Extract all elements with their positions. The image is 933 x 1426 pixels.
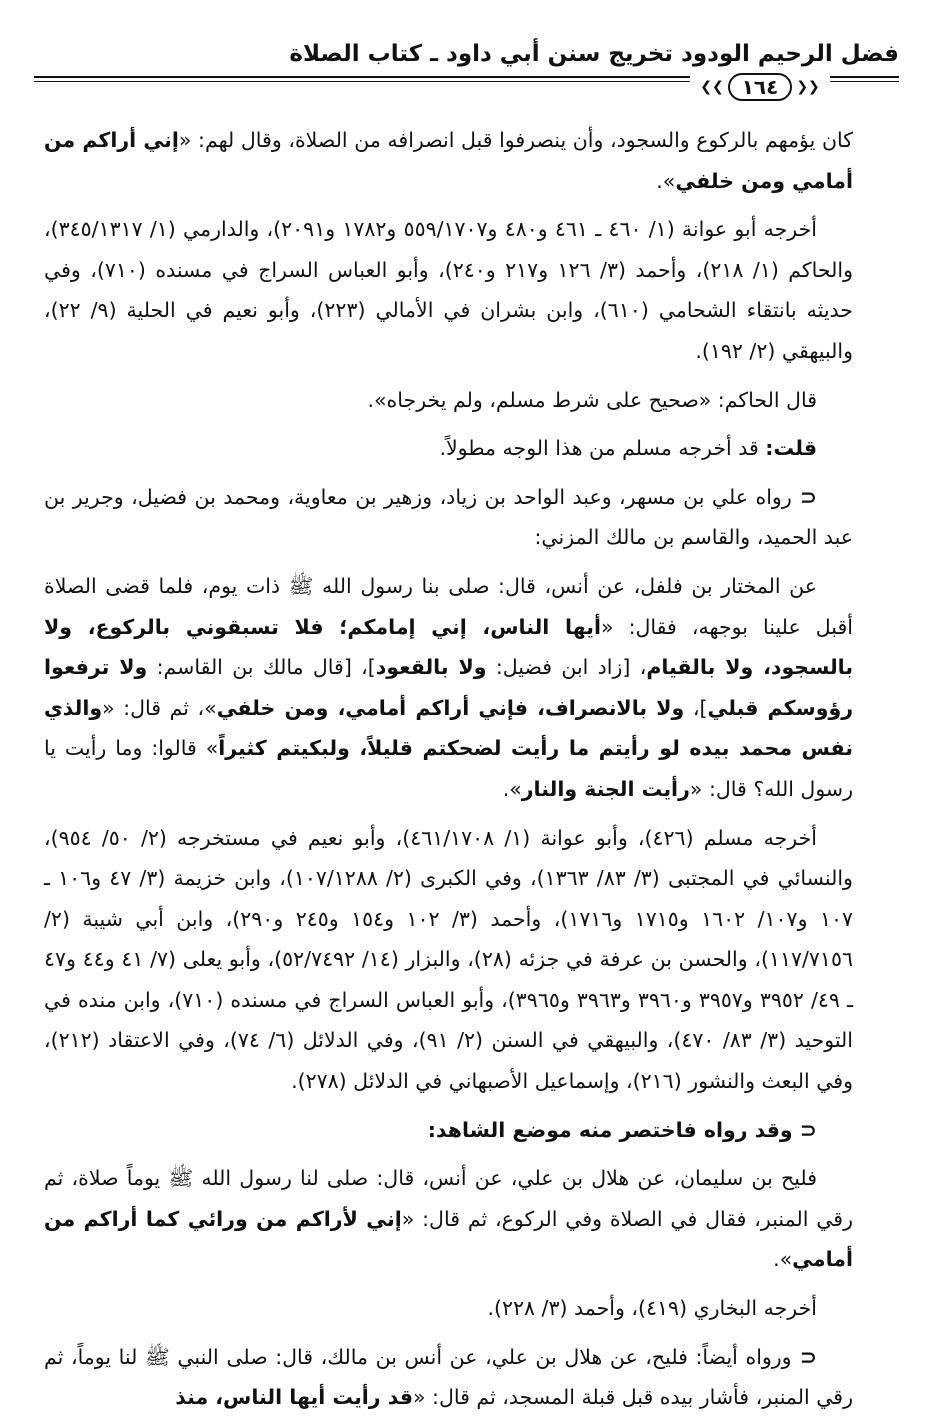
ornament-left-icon: ❮❮ (796, 79, 820, 95)
text-run: أخرجه البخاري (٤١٩)، وأحمد (٣/ ٢٢٨). (487, 1296, 817, 1321)
paragraph (44, 209, 853, 371)
text-run: ]، (684, 695, 708, 720)
paragraph (44, 1288, 853, 1329)
text-run: »، ثم قال: « (102, 695, 217, 720)
bold-text: وقد رواه فاختصر منه موضع الشاهد: (427, 1117, 793, 1142)
text-run: عن المختار بن فلفل، عن أنس، قال: صلى بنا رسول الله ﷺ ذات يوم، فلما قضى الصلاة أقبل علينا بوجهه، فقال: « (44, 573, 853, 639)
paragraph (44, 428, 853, 469)
text-run: ». (773, 1247, 793, 1272)
text-run: ». (502, 776, 522, 801)
paragraph (44, 120, 853, 201)
text-run: ، [زاد ابن فضيل: (486, 655, 647, 680)
bold-text: ولا ترفعوا رؤوسكم قبلي (44, 655, 853, 720)
text-run: قال الحاكم: «صحيح على شرط مسلم، ولم يخرجاه». (367, 387, 817, 412)
text-run: أخرجه مسلم (٤٢٦)، وأبو عوانة (١/ ٤٦١/١٧٠٨)، وأبو نعيم في مستخرجه (٢/ ٥٠/ ٩٥٤)، والنسائي في المجتبى (٣/ ٨٣/ ١٣٦٣)، وفي الكبرى (٢/ ١٠٧/١٢٨٨)، وابن خزيمة (٣/ ٤٧ و١٠٦ ـ ١٠٧ و١٠٧/ ١٦٠٢ و١٧١٥ و١٧١٦)، وأحمد (٣/ ١٠٢ و١٥٤ و٢٤٥ و٢٩٠)، وابن أبي شيبة (٢/ ١١٧/٧١٥٦)، والحسن بن عرفة في جزئه (٢٨)، والبزار (١٤/ ٥٢/٧٤٩٢)، وأبو يعلى (٧/ ٤١ و٤٤ و٤٧ ـ ٤٩/ ٣٩٥٢ و٣٩٥٧ و٣٩٦٠ و٣٩٦٣ و٣٩٦٥)، وأبو العباس السراج في مسنده (٧١٠)، وابن منده في التوحيد (٣/ ٨٣/ ٤٧٠)، والبيهقي في السنن (٢/ ٩١)، وفي الدلائل (٦/ ٧٤)، وفي الاعتقاد (٢١٢)، وفي البعث والنشور (٢١٦)، وإسماعيل الأصبهاني في الدلائل (٢٧٨). (44, 825, 853, 1094)
bold-text: قلت: (765, 436, 817, 461)
bold-text: ولا بالانصراف، فإني أراكم أمامي، ومن خلفي (216, 695, 685, 720)
bold-text: قد رأيت أيها الناس، منذ (175, 1385, 413, 1410)
paragraph (44, 566, 853, 810)
bold-text: إني أراكم من أمامي ومن خلفي (44, 128, 853, 193)
bold-text: إني لأراكم من ورائي كما أراكم من أمامي (44, 1206, 853, 1272)
paragraph (44, 1158, 853, 1280)
running-header (34, 36, 899, 72)
bold-text: رأيت الجنة والنار (521, 776, 690, 801)
bold-text: ⊂ (791, 484, 817, 509)
ornament-right-icon: ❯❯ (700, 79, 724, 95)
bold-text: ولا بالقعود (375, 655, 487, 680)
paragraph (44, 1110, 853, 1151)
header-title: فضل الرحيم الودود تخريج سنن أبي داود ـ كتاب الصلاة (289, 41, 899, 67)
page-number: ١٦٤ (728, 73, 793, 101)
text-run: كان يؤمهم بالركوع والسجود، وأن ينصرفوا قبل انصرافه من الصلاة، وقال لهم: « (178, 128, 854, 152)
text-run: فليح بن سليمان، عن هلال بن علي، عن أنس، قال: صلى لنا رسول الله ﷺ يوماً صلاة، ثم رقي المنبر، فقال في الصلاة وفي الركوع، ثم قال: « (44, 1166, 854, 1231)
paragraph (44, 380, 853, 421)
bold-text: ⊂ (792, 1117, 817, 1142)
text-run: ورواه أيضاً: فليح، عن هلال بن علي، عن أنس بن مالك، قال: صلى النبي ﷺ لنا يوماً، ثم رقي المنبر، فأشار بيده قبل قبلة المسجد، ثم قال: « (44, 1344, 853, 1410)
text-run: ]، [قال مالك بن القاسم: (147, 655, 376, 680)
paragraph (44, 818, 853, 1102)
text-run: » قالوا: وما رأيت يا رسول الله؟ قال: « (44, 736, 853, 801)
text-run: رواه علي بن مسهر، وعبد الواحد بن زياد، وزهير بن معاوية، ومحمد بن فضيل، وجرير بن عبد الحميد، والقاسم بن مالك المزني: (44, 484, 853, 550)
bold-text: ⊂ (791, 1344, 817, 1369)
bold-text: أيها الناس، إني إمامكم؛ فلا تسبقوني بالركوع، ولا بالسجود، ولا بالقيام (44, 614, 854, 680)
text-run: ». (656, 168, 676, 193)
page-body (44, 120, 853, 1426)
paragraph (44, 1337, 853, 1418)
paragraph (44, 477, 853, 558)
text-run: قد أخرجه مسلم من هذا الوجه مطولاً. (439, 436, 766, 461)
bold-text: والذي نفس محمد بيده لو رأيتم ما رأيت لضحكتم قليلاً، ولبكيتم كثيراً (44, 695, 853, 761)
text-run: أخرجه أبو عوانة (١/ ٤٦٠ ـ ٤٦١ و٤٨٠ و٥٥٩/١٧٠٧ و١٧٨٢ و٢٠٩١)، والدارمي (١/ ٣٤٥/١٣١٧)، والحاكم (١/ ٢١٨)، وأحمد (٣/ ١٢٦ و٢١٧ و٢٤٠)، وأبو العباس السراج في مسنده (٧١٠)، وفي حديثه بانتقاء الشحامي (٦١٠)، وابن بشران في الأمالي (٢٢٣)، وأبو نعيم في الحلية (٩/ ٢٢)، والبيهقي (٢/ ١٩٢). (44, 217, 854, 363)
page-number-ornament (690, 70, 830, 104)
